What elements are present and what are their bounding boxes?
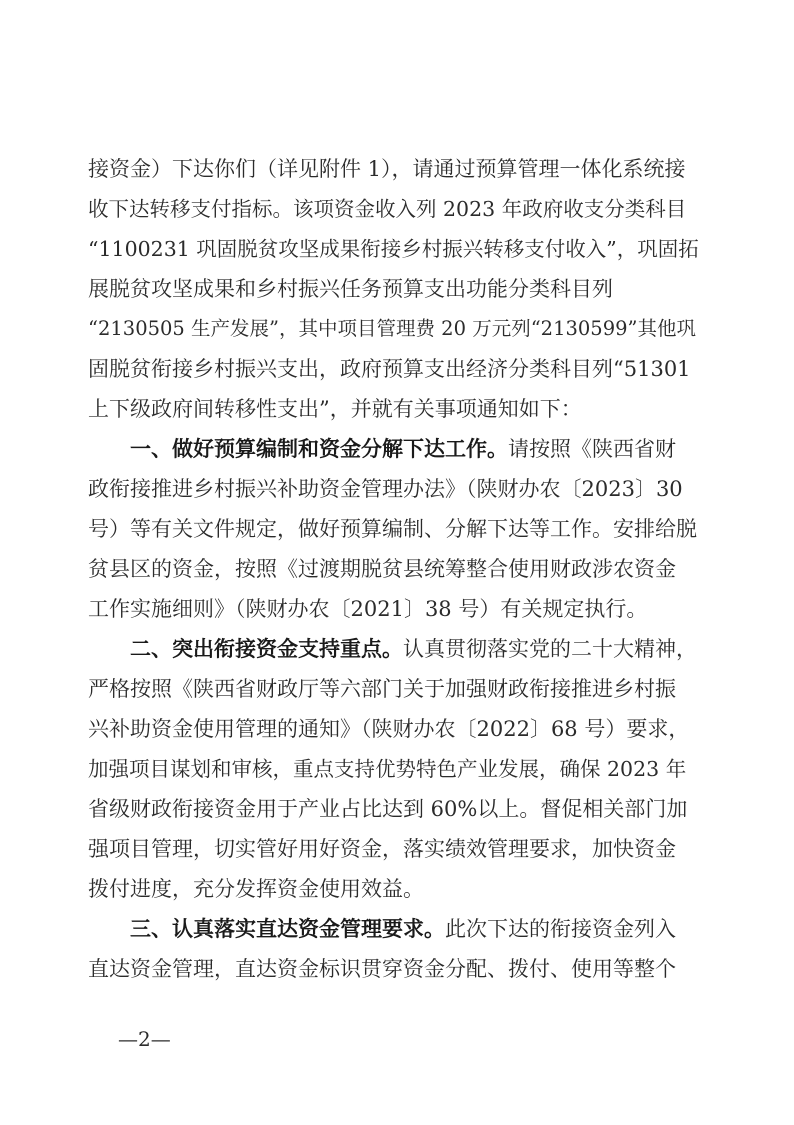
body-line: 接资金）下达你们（详见附件 1），请通过预算管理一体化系统接 <box>88 157 686 181</box>
page-number: —2— <box>118 1027 171 1051</box>
body-line: 政衔接推进乡村振兴补助资金管理办法》（陕财办农〔2023〕30 <box>88 477 683 501</box>
body-line: 固脱贫衔接乡村振兴支出，政府预算支出经济分类科目列“51301 <box>88 357 691 381</box>
body-line: 严格按照《陕西省财政厅等六部门关于加强财政衔接推进乡村振 <box>88 677 676 701</box>
body-line: “2130505 生产发展”，其中项目管理费 20 万元列“2130599”其他巩 <box>88 317 696 340</box>
body-line: 加强项目谋划和审核，重点支持优势特色产业发展，确保 2023 年 <box>88 757 687 781</box>
section-heading-3: 三、认真落实直达资金管理要求。 <box>130 917 445 941</box>
body-line: 收下达转移支付指标。该项资金收入列 2023 年政府收支分类科目 <box>88 197 687 221</box>
body-text: 请按照《陕西省财 <box>508 437 676 461</box>
body-line: 强项目管理，切实管好用好资金，落实绩效管理要求，加快资金 <box>88 837 676 861</box>
body-line: 拨付进度，充分发挥资金使用效益。 <box>88 877 424 901</box>
body-text: 此次下达的衔接资金列入 <box>445 917 676 941</box>
body-line: 省级财政衔接资金用于产业占比达到 60%以上。督促相关部门加 <box>88 797 688 821</box>
section-3-line <box>130 909 700 949</box>
body-line: 兴补助资金使用管理的通知》（陕财办农〔2022〕68 号）要求， <box>88 717 690 741</box>
section-1-line <box>130 429 700 469</box>
body-line: “1100231 巩固脱贫攻坚成果衔接乡村振兴转移支付收入”，巩固拓 <box>88 237 699 261</box>
body-line: 上下级政府间转移性支出”，并就有关事项通知如下： <box>88 397 582 421</box>
body-text: 认真贯彻落实党的二十大精神， <box>403 637 697 661</box>
section-2-line <box>130 629 700 669</box>
body-line: 展脱贫攻坚成果和乡村振兴任务预算支出功能分类科目列 <box>88 277 613 301</box>
body-line: 工作实施细则》（陕财办农〔2021〕38 号）有关规定执行。 <box>88 597 648 621</box>
body-line: 号）等有关文件规定，做好预算编制、分解下达等工作。安排给脱 <box>88 517 697 541</box>
body-line: 贫县区的资金，按照《过渡期脱贫县统筹整合使用财政涉农资金 <box>88 557 676 581</box>
body-line: 直达资金管理，直达资金标识贯穿资金分配、拨付、使用等整个 <box>88 957 676 981</box>
section-heading-2: 二、突出衔接资金支持重点。 <box>130 637 403 661</box>
section-heading-1: 一、做好预算编制和资金分解下达工作。 <box>130 437 508 461</box>
